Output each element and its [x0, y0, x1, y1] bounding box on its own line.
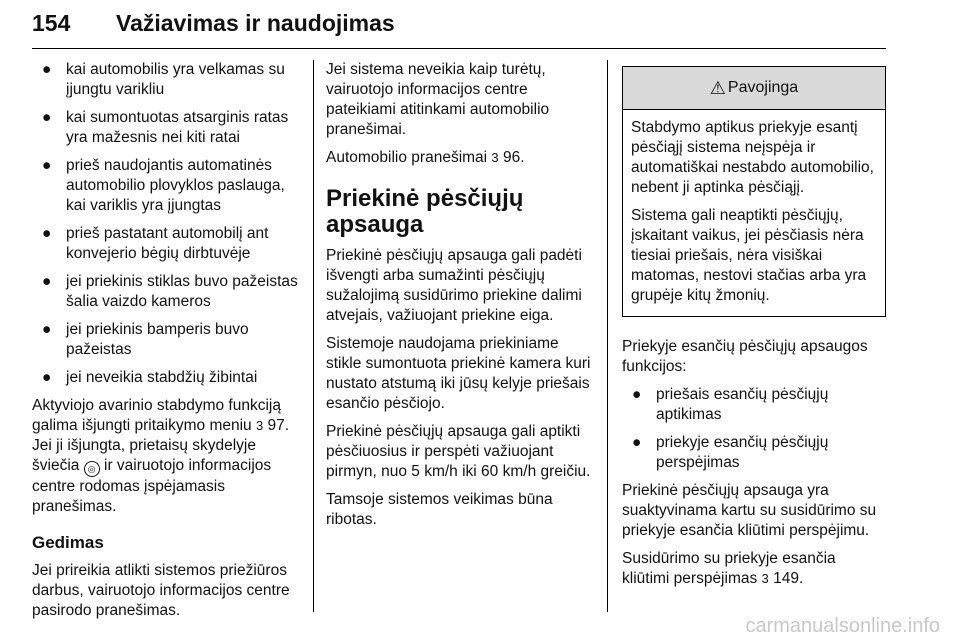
- column-divider-2: [607, 60, 608, 612]
- list-item: ● jei priekinis stiklas buvo pažeistas šalia vaizdo kameros: [42, 273, 298, 310]
- header-divider: [32, 48, 886, 49]
- chapter-title: Važiavimas ir naudojimas: [116, 10, 395, 36]
- page-number: 154: [32, 10, 71, 36]
- list-item: ● prieš pastatant automobilį ant konvejerio bėgių dirbtuvėje: [42, 225, 269, 262]
- list-item: ● jei priekinis bamperis buvo pažeistas: [42, 321, 249, 358]
- paragraph: Sistemoje naudojama priekiniame stikle sumontuota priekinė kamera kuri nustato atstumą iki jūsų kelyje priešais esančio pėsčiojo.: [326, 335, 591, 412]
- paragraph: Automobilio pranešimai 3 96.: [326, 149, 525, 166]
- cross-reference-icon: 3: [491, 150, 499, 165]
- paragraph: Priekyje esančių pėsčiųjų apsaugos funkcijos:: [622, 338, 868, 375]
- watermark: carmanualsonline.info: [745, 615, 940, 637]
- column-divider-1: [313, 60, 314, 612]
- warning-header: [623, 67, 885, 110]
- paragraph: Tamsoje sistemos veikimas būna ribotas.: [326, 491, 553, 528]
- list-item: ● prieš naudojantis automatinės automobilio plovyklos paslauga, kai variklis yra įjungtas: [42, 157, 285, 214]
- page-header: [32, 10, 886, 48]
- warning-paragraph: Stabdymo aptikus priekyje esantį pėsčiąjį sistema neįspėja ir automatiškai nestabdo automobilio, nebent ji aptinka pėsčiąjį.: [631, 119, 874, 196]
- paragraph: Priekinė pėsčiųjų apsauga gali aptikti pėsčiuosius ir perspėti važiuojant pirmyn, nuo 5 km/h iki 60 km/h greičiu.: [326, 423, 591, 480]
- section-heading-gedimas: Gedimas: [32, 533, 104, 552]
- paragraph: Jei sistema neveikia kaip turėtų, vairuotojo informacijos centre pateikiami atitinkami automobilio pranešimai.: [326, 61, 550, 138]
- warning-paragraph: Sistema gali neaptikti pėsčiųjų, įskaitant vaikus, jei pėsčiasis nėra tiesiai priešais, nėra visiškai matomas, nestovi stačias arba yra grupėje kitų žmonių.: [631, 207, 867, 304]
- list-item: ● priekyje esančių pėsčiųjų perspėjimas: [632, 434, 829, 471]
- paragraph: Priekinė pėsčiųjų apsauga yra suaktyvinama kartu su susidūrimo su priekyje esančia kliūtimi perspėjimu.: [622, 482, 877, 539]
- paragraph: Priekinė pėsčiųjų apsauga gali padėti išvengti arba sumažinti pėsčiųjų sužalojimą susidūrimo priekine dalimi atvejais, važiuojant priekine eiga.: [326, 247, 582, 324]
- warning-body: [623, 110, 885, 316]
- warning-triangle-icon: ⚠: [709, 78, 726, 98]
- cross-reference-icon: 3: [761, 571, 769, 586]
- indicator-lamp-icon: ◎: [84, 461, 100, 477]
- column-3: [622, 66, 886, 597]
- function-list: [622, 385, 886, 473]
- list-item: ● priešais esančių pėsčiųjų aptikimas: [632, 386, 829, 423]
- condition-list: [32, 60, 300, 388]
- cross-reference-icon: 3: [255, 418, 264, 433]
- list-item: ● kai automobilis yra velkamas su įjungtu varikliu: [42, 61, 285, 98]
- warning-box: [622, 66, 886, 317]
- paragraph: Susidūrimo su priekyje esančia kliūtimi perspėjimas 3 149.: [622, 550, 836, 587]
- warning-title: Pavojinga: [727, 79, 799, 96]
- section-heading: Priekinė pėsčiųjų apsauga: [326, 185, 524, 238]
- list-item: ● jei neveikia stabdžių žibintai: [42, 369, 258, 386]
- list-item: ● kai sumontuotas atsarginis ratas yra mažesnis nei kiti ratai: [42, 109, 289, 146]
- fault-paragraph: Jei prireikia atlikti sistemos priežiūros darbus, vairuotojo informacijos centre pasirodo pranešimas.: [32, 562, 290, 619]
- deactivation-paragraph: Aktyviojo avarinio stabdymo funkciją galima išjungti pritaikymo meniu 3 97. Jei ji išjungta, prietaisų skydelyje šviečia ◎ ir vairuotojo informacijos centre rodomas įspėjamasis pranešimas.: [32, 397, 290, 515]
- column-1: [32, 60, 300, 629]
- column-2: [326, 60, 594, 538]
